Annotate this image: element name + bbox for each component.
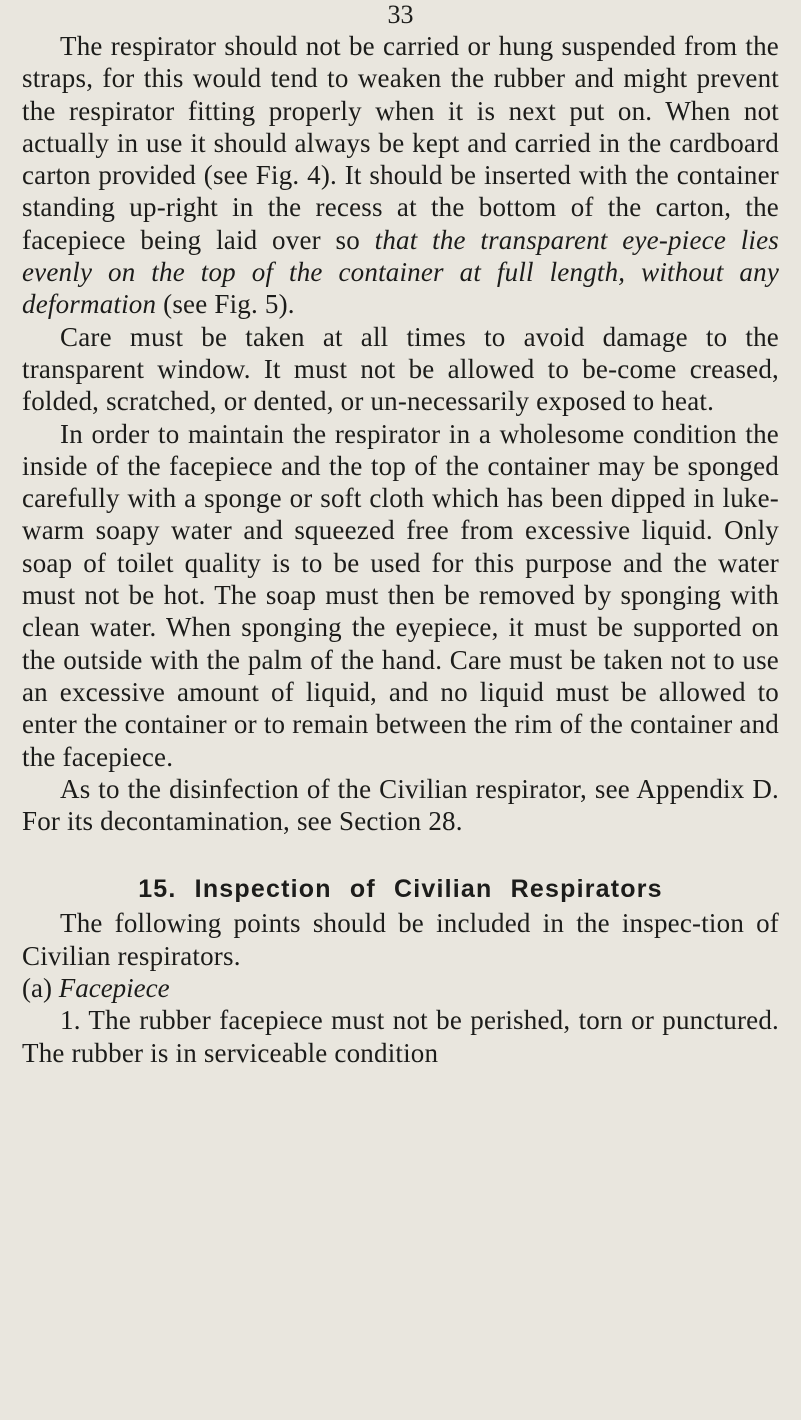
emphasized-text: that the transparent eye-piece lies evenly on the top of the container at full length, without any deformation — [22, 224, 779, 320]
paragraph-text: The respirator should not be carried or hung suspended from the straps, for this would tend to weaken the rubber and might prevent the respirator fitting properly when it is next put on. When not actually in use it should always be kept and carried in the cardboard carton provided (see Fig. 4). It should be inserted with the container standing up-right in the recess at the bottom of the carton, the facepiece being laid over so — [22, 31, 779, 255]
sub-heading-label: (a) — [22, 973, 59, 1004]
section-intro: The following points should be included in the inspec-tion of Civilian respirators. — [22, 908, 779, 971]
paragraph-cleaning: In order to maintain the respirator in a wholesome condition the inside of the facepiece and the top of the container may be sponged carefully with a sponge or soft cloth which has been dipped in luke-warm soapy water and squeezed free from excessive liquid. Only soap of toilet quality is to be used for this purpose and the water must not be hot. The soap must then be removed by sponging with clean water. When sponging the eyepiece, it must be supported on the outside with the palm of the hand. Care must be taken not to use an excessive amount of liquid, and no liquid must be allowed to enter the container or to remain between the rim of the container and the facepiece. — [22, 418, 779, 772]
paragraph-respirator-storage — [22, 30, 779, 321]
list-item: 1. The rubber facepiece must not be perished, torn or punctured. The rubber is in serviceable condition — [22, 1005, 779, 1068]
paragraph-window-care: Care must be taken at all times to avoid damage to the transparent window. It must not be allowed to be-come creased, folded, scratched, or dented, or un-necessarily exposed to heat. — [22, 321, 779, 417]
page-content — [22, 30, 779, 1069]
paragraph-disinfection: As to the disinfection of the Civilian respirator, see Appendix D. For its decontamination, see Section 28. — [22, 773, 779, 837]
sub-heading — [22, 972, 779, 1004]
paragraph-text-end: (see Fig. 5). — [156, 289, 295, 320]
sub-heading-title: Facepiece — [58, 973, 170, 1004]
page-number: 33 — [387, 0, 414, 29]
section-heading: 15. Inspection of Civilian Respirators — [138, 875, 663, 904]
